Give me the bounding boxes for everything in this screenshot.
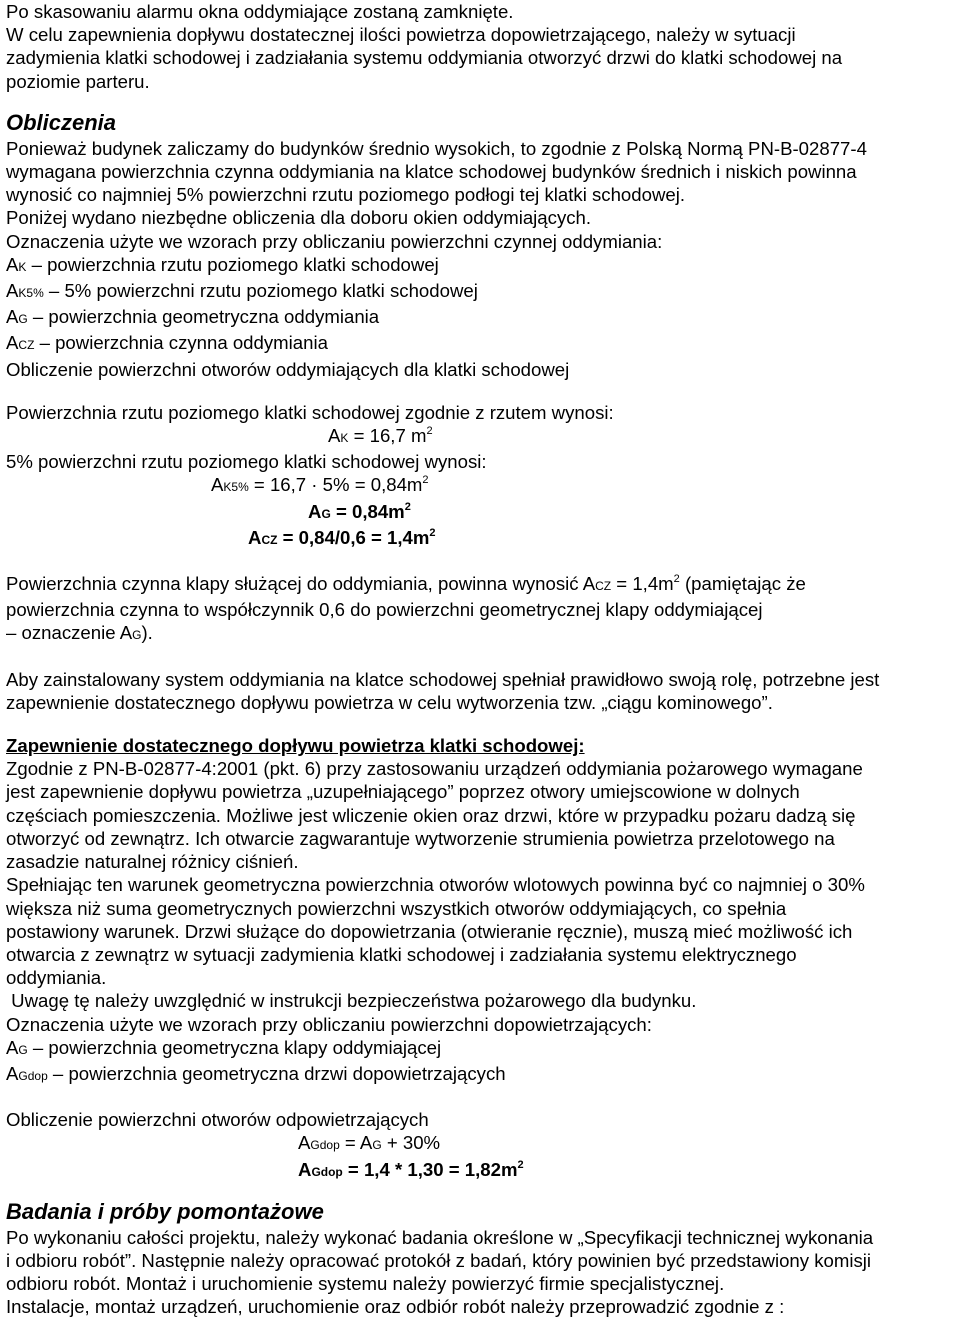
paragraph: Ponieważ budynek zaliczamy do budynków średnio wysokich, to zgodnie z Polską Normą PN-B-02877-4 bbox=[6, 137, 867, 159]
paragraph: 5% powierzchni rzutu poziomego klatki schodowej wynosi: bbox=[6, 451, 487, 473]
paragraph: postawiony warunek. Drzwi służące do dopowietrzania (otwieranie ręcznie), muszą mieć możliwość ich bbox=[6, 920, 853, 942]
paragraph: i odbioru robót”. Następnie należy opracować protokół z badań, który powinien być przedstawiony komisji bbox=[6, 1249, 872, 1271]
paragraph: W celu zapewnienia dopływu dostatecznej ilości powietrza dopowietrzającego, należy w sytuacji bbox=[6, 24, 796, 46]
definition-ak: AK – powierzchnia rzutu poziomego klatki schodowej bbox=[6, 253, 439, 275]
paragraph: Oznaczenia użyte we wzorach przy obliczaniu powierzchni czynnej oddymiania: bbox=[6, 230, 663, 252]
paragraph: – oznaczenie AG). bbox=[6, 622, 153, 644]
section-heading-zapewnienie: Zapewnienie dostatecznego dopływu powietrza klatki schodowej: bbox=[6, 735, 585, 757]
paragraph: Obliczenie powierzchni otworów odpowietrzających bbox=[6, 1109, 429, 1131]
section-heading-obliczenia: Obliczenia bbox=[6, 109, 117, 135]
paragraph: Spełniając ten warunek geometryczna powierzchnia otworów wlotowych powinna być co najmniej o 30% bbox=[6, 874, 865, 896]
paragraph: otworzyć od zewnątrz. Ich otwarcie zagwarantuje wytworzenie strumienia powietrza przelotowego na bbox=[6, 827, 835, 849]
equation-ak5: $AK5\% = 16,7 \cdot 5\% = 0,84m^2$ bbox=[211, 474, 429, 496]
equation-acz: ACZ = $0,84/0,6 = 1,4m^2$ bbox=[248, 526, 436, 548]
paragraph: odbioru robót. Montaż i uruchomienie systemu należy powierzyć firmie specjalistycznej. bbox=[6, 1273, 725, 1295]
paragraph: większa niż suma geometrycznych powierzchni wszystkich otworów oddymiających, co spełnia bbox=[6, 897, 787, 919]
paragraph: Uwagę tę należy uwzględnić w instrukcji bezpieczeństwa pożarowego dla budynku. bbox=[6, 990, 697, 1012]
definition-agdop: AGdop – powierzchnia geometryczna drzwi dopowietrzających bbox=[6, 1062, 506, 1084]
paragraph: wynosić co najmniej 5% powierzchni rzutu poziomego podłogi tej klatki schodowej. bbox=[6, 184, 686, 206]
definition-acz: ACZ – powierzchnia czynna oddymiania bbox=[6, 332, 328, 354]
paragraph: Powierzchnia rzutu poziomego klatki schodowej zgodnie z rzutem wynosi: bbox=[6, 401, 614, 423]
paragraph: jest zapewnienie dopływu powietrza „uzupełniającego” poprzez otwory umiejscowione w dolnych bbox=[6, 781, 800, 803]
paragraph: Poniżej wydano niezbędne obliczenia dla doboru okien oddymiających. bbox=[6, 207, 592, 229]
paragraph: zasadzie naturalnej różnicy ciśnień. bbox=[6, 851, 299, 873]
paragraph: Obliczenie powierzchni otworów oddymiających dla klatki schodowej bbox=[6, 358, 570, 380]
paragraph: zapewnienie dostatecznego dopływu powietrza w celu wytworzenia tzw. „ciągu kominowego”. bbox=[6, 691, 773, 713]
paragraph: częściach pomieszczenia. Możliwe jest wliczenie okien oraz drzwi, które w przypadku pożaru dadzą się bbox=[6, 804, 856, 826]
equation-agdop-result: AGdop = $1,4 * 1,30 = 1,82m^2$ bbox=[298, 1158, 524, 1180]
paragraph: Aby zainstalowany system oddymiania na klatce schodowej spełniał prawidłowo swoją rolę, potrzebne jest bbox=[6, 668, 880, 690]
paragraph: poziomie parteru. bbox=[6, 70, 150, 92]
definition-ag-2: AG – powierzchnia geometryczna klapy oddymiającej bbox=[6, 1036, 442, 1058]
paragraph: oddymiania. bbox=[6, 967, 107, 989]
definition-ak5: AK5% – 5% powierzchni rzutu poziomego klatki schodowej bbox=[6, 280, 478, 302]
paragraph: otwarcia z zewnątrz w sytuacji zadymienia klatki schodowej i zadziałania systemu elektrycznego bbox=[6, 943, 797, 965]
paragraph: wymagana powierzchnia czynna oddymiania na klatce schodowej budynków średnich i niskich powinna bbox=[6, 161, 857, 183]
paragraph: powierzchnia czynna to współczynnik 0,6 do powierzchni geometrycznej klapy oddymiającej bbox=[6, 599, 763, 621]
equation-ak: AK = 16,7 $m^2$ bbox=[328, 425, 433, 447]
paragraph: Po wykonaniu całości projektu, należy wykonać badania określone w „Specyfikacji technicznej wykonania bbox=[6, 1226, 874, 1248]
paragraph: Instalacje, montaż urządzeń, uruchomienie oraz odbiór robót należy przeprowadzić zgodnie z : bbox=[6, 1296, 785, 1318]
paragraph: Zgodnie z PN-B-02877-4:2001 (pkt. 6) przy zastosowaniu urządzeń oddymiania pożarowego wymagane bbox=[6, 758, 863, 780]
equation-ag: AG = $0,84m^2$ bbox=[308, 500, 411, 522]
equation-agdop-formula: AGdop = AG + 30% bbox=[298, 1132, 441, 1154]
definition-ag: AG – powierzchnia geometryczna oddymiania bbox=[6, 306, 380, 328]
paragraph: zadymienia klatki schodowej i zadziałania systemu oddymiania otworzyć drzwi do klatki schodowej na bbox=[6, 47, 843, 69]
paragraph: Powierzchnia czynna klapy służącej do oddymiania, powinna wynosić ACZ = $1,4m^2$ (pamiętając że bbox=[6, 573, 806, 595]
paragraph: Oznaczenia użyte we wzorach przy obliczaniu powierzchni dopowietrzających: bbox=[6, 1013, 652, 1035]
paragraph: Po skasowaniu alarmu okna oddymiające zostaną zamknięte. bbox=[6, 1, 514, 22]
section-heading-badania: Badania i próby pomontażowe bbox=[6, 1198, 324, 1224]
